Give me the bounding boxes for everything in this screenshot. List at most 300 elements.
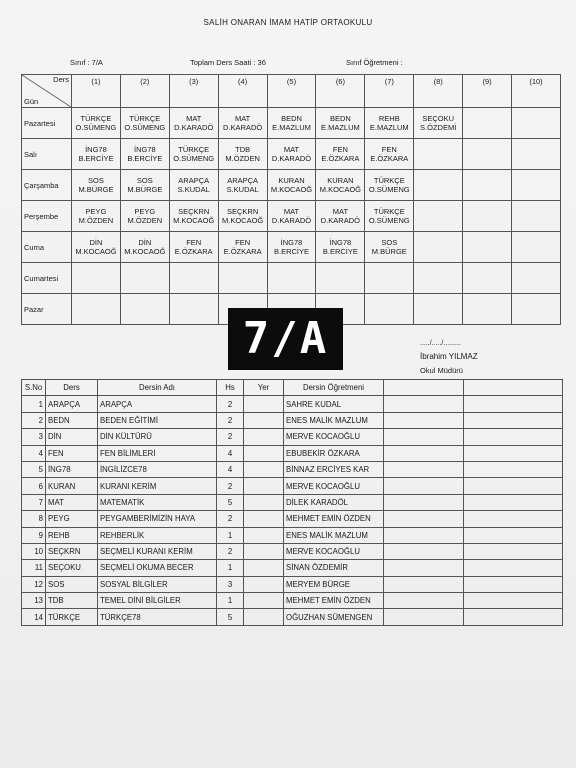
course-place	[244, 560, 284, 576]
period-header: (7)	[365, 75, 414, 108]
day-label: Perşembe	[22, 201, 72, 232]
schedule-row	[22, 170, 561, 201]
course-place	[244, 429, 284, 445]
course-name: ARAPÇA	[98, 396, 217, 412]
teacher-short: E.ÖZKARA	[223, 247, 262, 256]
course-number: 1	[22, 396, 46, 412]
schedule-cell	[365, 294, 414, 325]
course-hours: 2	[217, 396, 244, 412]
lesson-code: REHB	[378, 114, 400, 123]
course-teacher: DİLEK KARADÖL	[284, 494, 384, 510]
table-row	[22, 412, 563, 428]
course-hours: 2	[217, 478, 244, 494]
course-number: 12	[22, 576, 46, 592]
col-header-hs: Hs	[217, 380, 244, 396]
lesson-code: MAT	[332, 207, 349, 216]
schedule-cell	[72, 263, 121, 294]
lesson-code: PEYG	[134, 207, 156, 216]
schedule-cell	[169, 263, 218, 294]
lesson-code: SOS	[88, 176, 104, 185]
course-place	[244, 593, 284, 609]
table-row	[22, 494, 563, 510]
table-row	[22, 461, 563, 477]
empty-cell	[384, 429, 464, 445]
empty-cell	[464, 494, 563, 510]
course-number: 7	[22, 494, 46, 510]
empty-cell	[464, 593, 563, 609]
course-code: BEDN	[46, 412, 98, 428]
teacher-short: E.MAZLUM	[272, 123, 311, 132]
teacher-short: M.KOCAOĞ	[221, 216, 264, 225]
empty-cell	[384, 527, 464, 543]
schedule-cell	[120, 263, 169, 294]
schedule-cell	[72, 294, 121, 325]
course-teacher: ENES MALİK MAZLUM	[284, 527, 384, 543]
schedule-cell	[169, 201, 218, 232]
course-name: REHBERLİK	[98, 527, 217, 543]
course-number: 4	[22, 445, 46, 461]
schedule-row	[22, 232, 561, 263]
course-name: MATEMATİK	[98, 494, 217, 510]
schedule-row	[22, 263, 561, 294]
course-teacher: MEHMET EMİN ÖZDEN	[284, 511, 384, 527]
lesson-code: TÜRKÇE	[129, 114, 161, 123]
period-header: (10)	[512, 75, 561, 108]
course-header-row	[22, 380, 563, 396]
course-teacher: BİNNAZ ERCİYES KAR	[284, 461, 384, 477]
period-header: (6)	[316, 75, 365, 108]
schedule-row	[22, 201, 561, 232]
course-list-table	[21, 379, 563, 626]
period-header: (5)	[267, 75, 316, 108]
empty-cell	[464, 478, 563, 494]
schedule-cell	[72, 108, 121, 139]
schedule-cell	[120, 294, 169, 325]
schedule-cell	[463, 201, 512, 232]
teacher-short: O.SÜMENG	[124, 123, 166, 132]
schedule-cell	[414, 170, 463, 201]
course-code: SEÇOKU	[46, 560, 98, 576]
schedule-cell	[218, 232, 267, 263]
schedule-cell	[218, 108, 267, 139]
course-number: 8	[22, 511, 46, 527]
teacher-short: O.SÜMENG	[368, 216, 410, 225]
course-code: İNG78	[46, 461, 98, 477]
empty-cell	[464, 543, 563, 559]
schedule-cell	[463, 294, 512, 325]
schedule-cell	[512, 170, 561, 201]
schedule-cell	[218, 263, 267, 294]
course-code: MAT	[46, 494, 98, 510]
schedule-cell	[414, 232, 463, 263]
schedule-cell	[414, 201, 463, 232]
course-teacher: EBUBEKİR ÖZKARA	[284, 445, 384, 461]
empty-cell	[464, 396, 563, 412]
schedule-cell	[267, 139, 316, 170]
homeroom-teacher: Sınıf Öğretmeni :	[346, 58, 403, 67]
col-header-ders: Ders	[46, 380, 98, 396]
lesson-code: ARAPÇA	[178, 176, 210, 185]
lesson-code: DİN	[89, 238, 103, 247]
schedule-cell	[267, 232, 316, 263]
schedule-row	[22, 108, 561, 139]
teacher-short: M.BÜRGE	[127, 185, 163, 194]
course-teacher: SİNAN ÖZDEMİR	[284, 560, 384, 576]
lesson-code: FEN	[186, 238, 202, 247]
schedule-cell	[316, 201, 365, 232]
course-hours: 2	[217, 429, 244, 445]
schedule-cell	[218, 201, 267, 232]
lesson-code: ARAPÇA	[227, 176, 259, 185]
lesson-code: KURAN	[278, 176, 305, 185]
course-code: TÜRKÇE	[46, 609, 98, 625]
teacher-short: D.KARADÖ	[271, 154, 312, 163]
course-hours: 2	[217, 543, 244, 559]
lesson-code: TÜRKÇE	[80, 114, 112, 123]
period-header: (3)	[169, 75, 218, 108]
schedule-cell	[169, 139, 218, 170]
col-header-ogretmen: Dersin Öğretmeni	[284, 380, 384, 396]
course-place	[244, 511, 284, 527]
table-row	[22, 543, 563, 559]
table-row	[22, 429, 563, 445]
course-code: DİN	[46, 429, 98, 445]
empty-cell	[464, 609, 563, 625]
schedule-cell	[512, 108, 561, 139]
teacher-short: M.KOCAOĞ	[75, 247, 117, 256]
empty-cell	[384, 412, 464, 428]
course-number: 14	[22, 609, 46, 625]
day-label: Cuma	[22, 232, 72, 263]
lesson-code: KURAN	[327, 176, 354, 185]
schedule-cell	[463, 232, 512, 263]
course-hours: 1	[217, 560, 244, 576]
course-name: PEYGAMBERİMİZİN HAYA	[98, 511, 217, 527]
schedule-cell	[316, 108, 365, 139]
day-label: Salı	[22, 139, 72, 170]
teacher-short: M.KOCAOĞ	[124, 247, 166, 256]
table-row	[22, 609, 563, 625]
course-code: ARAPÇA	[46, 396, 98, 412]
schedule-cell	[169, 232, 218, 263]
schedule-cell	[72, 232, 121, 263]
course-name: FEN BİLİMLERİ	[98, 445, 217, 461]
lesson-code: MAT	[283, 207, 300, 216]
class-info: Sınıf : 7/A	[70, 58, 103, 67]
teacher-short: O.SÜMENG	[173, 154, 215, 163]
col-header-blank	[464, 380, 563, 396]
day-label: Çarşamba	[22, 170, 72, 201]
teacher-short: M.ÖZDEN	[225, 154, 260, 163]
teacher-short: E.MAZLUM	[369, 123, 409, 132]
table-row	[22, 527, 563, 543]
course-name: BEDEN EĞİTİMİ	[98, 412, 217, 428]
schedule-cell	[267, 108, 316, 139]
col-header-yer: Yer	[244, 380, 284, 396]
lesson-code: İNG78	[85, 145, 107, 154]
empty-cell	[384, 576, 464, 592]
lesson-code: MAT	[283, 145, 300, 154]
lesson-code: SEÇKRN	[226, 207, 259, 216]
schedule-cell	[365, 263, 414, 294]
schedule-cell	[72, 170, 121, 201]
course-place	[244, 543, 284, 559]
schedule-cell	[414, 139, 463, 170]
teacher-short: M.ÖZDEN	[127, 216, 163, 225]
teacher-short: M.BÜRGE	[78, 185, 114, 194]
course-name: SEÇMELİ KURANI KERİM	[98, 543, 217, 559]
lesson-code: İNG78	[280, 238, 303, 247]
schedule-cell	[463, 108, 512, 139]
total-hours: Toplam Ders Saati : 36	[190, 58, 266, 67]
schedule-cell	[120, 139, 169, 170]
course-teacher: ENES MALİK MAZLUM	[284, 412, 384, 428]
course-place	[244, 609, 284, 625]
teacher-short: B.ERCİYE	[78, 154, 114, 163]
teacher-short: M.BÜRGE	[371, 247, 407, 256]
course-name: TÜRKÇE78	[98, 609, 217, 625]
course-number: 13	[22, 593, 46, 609]
lesson-code: PEYG	[85, 207, 107, 216]
course-place	[244, 445, 284, 461]
schedule-cell	[463, 170, 512, 201]
schedule-cell	[512, 294, 561, 325]
period-header: (9)	[463, 75, 512, 108]
lesson-code: SOS	[136, 176, 153, 185]
course-teacher: OĞUZHAN SÜMENGEN	[284, 609, 384, 625]
course-place	[244, 494, 284, 510]
lesson-code: MAT	[186, 114, 202, 123]
schedule-cell	[414, 294, 463, 325]
lesson-code: BEDN	[329, 114, 351, 123]
empty-cell	[384, 543, 464, 559]
school-title: SALİH ONARAN İMAM HATİP ORTAOKULU	[203, 18, 373, 27]
table-row	[22, 511, 563, 527]
course-number: 9	[22, 527, 46, 543]
course-code: REHB	[46, 527, 98, 543]
principal-name: İbrahim YILMAZ	[420, 352, 478, 361]
course-number: 5	[22, 461, 46, 477]
schedule-row	[22, 139, 561, 170]
lesson-code: BEDN	[281, 114, 302, 123]
teacher-short: O.SÜMENG	[75, 123, 117, 132]
teacher-short: D.KARADÖ	[174, 123, 214, 132]
day-label: Pazar	[22, 294, 72, 325]
lesson-code: FEN	[235, 238, 251, 247]
course-hours: 4	[217, 461, 244, 477]
day-label: Pazartesi	[22, 108, 72, 139]
teacher-short: M.KOCAOĞ	[270, 185, 313, 194]
teacher-short: B.ERCİYE	[322, 247, 358, 256]
course-number: 3	[22, 429, 46, 445]
lesson-code: İNG78	[329, 238, 352, 247]
empty-cell	[384, 478, 464, 494]
course-teacher: MEHMET EMİN ÖZDEN	[284, 593, 384, 609]
course-code: FEN	[46, 445, 98, 461]
teacher-short: B.ERCİYE	[274, 247, 310, 256]
teacher-short: M.KOCAOĞ	[319, 185, 362, 194]
lesson-code: TDB	[235, 145, 251, 154]
table-row	[22, 478, 563, 494]
teacher-short: D.KARADÖ	[271, 216, 312, 225]
corner-label-ders: Ders	[53, 75, 69, 84]
schedule-cell	[365, 139, 414, 170]
lesson-code: İNG78	[133, 145, 156, 154]
lesson-code: MAT	[234, 114, 251, 123]
day-label: Cumartesi	[22, 263, 72, 294]
col-header-sno: S.No	[22, 380, 46, 396]
principal-title: Okul Müdürü	[420, 366, 463, 375]
course-teacher: MERYEM BÜRGE	[284, 576, 384, 592]
course-code: TDB	[46, 593, 98, 609]
teacher-short: S.KUDAL	[177, 185, 210, 194]
schedule-cell	[267, 170, 316, 201]
lesson-code: SEÇOKU	[422, 114, 455, 123]
lesson-code: TÜRKÇE	[373, 176, 405, 185]
period-header: (4)	[218, 75, 267, 108]
lesson-code: TÜRKÇE	[178, 145, 210, 154]
empty-cell	[464, 576, 563, 592]
schedule-cell	[463, 263, 512, 294]
weekly-schedule-table	[21, 74, 561, 325]
schedule-cell	[365, 108, 414, 139]
course-hours: 2	[217, 511, 244, 527]
schedule-cell	[72, 139, 121, 170]
empty-cell	[384, 560, 464, 576]
schedule-cell	[512, 263, 561, 294]
course-code: SEÇKRN	[46, 543, 98, 559]
schedule-cell	[169, 108, 218, 139]
teacher-short: E.MAZLUM	[321, 123, 360, 132]
teacher-short: E.ÖZKARA	[321, 154, 360, 163]
empty-cell	[464, 461, 563, 477]
course-number: 6	[22, 478, 46, 494]
schedule-cell	[169, 294, 218, 325]
lesson-code: TÜRKÇE	[373, 207, 405, 216]
course-place	[244, 478, 284, 494]
schedule-cell	[512, 139, 561, 170]
corner-label-gun: Gün	[24, 97, 39, 106]
course-teacher: SAHRE KUDAL	[284, 396, 384, 412]
course-name: TEMEL DİNİ BİLGİLER	[98, 593, 217, 609]
schedule-cell	[463, 139, 512, 170]
schedule-cell	[169, 170, 218, 201]
schedule-cell	[72, 201, 121, 232]
course-place	[244, 396, 284, 412]
course-number: 10	[22, 543, 46, 559]
empty-cell	[464, 560, 563, 576]
schedule-cell	[512, 232, 561, 263]
course-hours: 1	[217, 527, 244, 543]
schedule-cell	[316, 232, 365, 263]
empty-cell	[384, 494, 464, 510]
table-row	[22, 593, 563, 609]
schedule-cell	[120, 108, 169, 139]
course-name: SOSYAL BİLGİLER	[98, 576, 217, 592]
table-row	[22, 445, 563, 461]
col-header-ders-adi: Dersin Adı	[98, 380, 217, 396]
table-row	[22, 576, 563, 592]
course-code: PEYG	[46, 511, 98, 527]
teacher-short: B.ERCİYE	[127, 154, 163, 163]
schedule-cell	[365, 232, 414, 263]
signature-date: ...../...../.........	[420, 340, 461, 347]
course-place	[244, 576, 284, 592]
lesson-code: SOS	[381, 238, 398, 247]
course-name: KURANI KERİM	[98, 478, 217, 494]
empty-cell	[384, 461, 464, 477]
course-code: KURAN	[46, 478, 98, 494]
schedule-cell	[512, 201, 561, 232]
period-header: (2)	[120, 75, 169, 108]
teacher-short: D.KARADÖ	[320, 216, 360, 225]
schedule-cell	[316, 139, 365, 170]
empty-cell	[464, 527, 563, 543]
teacher-short: D.KARADÖ	[223, 123, 263, 132]
course-name: SEÇMELİ OKUMA BECER	[98, 560, 217, 576]
course-place	[244, 461, 284, 477]
empty-cell	[464, 412, 563, 428]
course-hours: 1	[217, 593, 244, 609]
course-teacher: MERVE KOCAOĞLU	[284, 478, 384, 494]
table-row	[22, 396, 563, 412]
empty-cell	[464, 429, 563, 445]
teacher-short: M.KOCAOĞ	[173, 216, 215, 225]
empty-cell	[464, 511, 563, 527]
course-teacher: MERVE KOCAOĞLU	[284, 429, 384, 445]
course-place	[244, 412, 284, 428]
schedule-cell	[218, 139, 267, 170]
course-hours: 2	[217, 412, 244, 428]
col-header-blank	[384, 380, 464, 396]
teacher-short: E.ÖZKARA	[370, 154, 409, 163]
course-number: 2	[22, 412, 46, 428]
empty-cell	[384, 445, 464, 461]
schedule-cell	[316, 170, 365, 201]
course-place	[244, 527, 284, 543]
teacher-short: O.SÜMENG	[368, 185, 410, 194]
schedule-cell	[316, 263, 365, 294]
schedule-corner-cell	[22, 75, 72, 108]
empty-cell	[384, 593, 464, 609]
schedule-cell	[120, 201, 169, 232]
lesson-code: FEN	[381, 145, 397, 154]
period-header: (1)	[72, 75, 121, 108]
schedule-cell	[120, 170, 169, 201]
course-hours: 5	[217, 494, 244, 510]
course-code: SOS	[46, 576, 98, 592]
schedule-cell	[365, 201, 414, 232]
course-teacher: MERVE KOCAOĞLU	[284, 543, 384, 559]
lesson-code: FEN	[332, 145, 348, 154]
empty-cell	[464, 445, 563, 461]
teacher-short: S.KUDAL	[226, 185, 259, 194]
schedule-header-row	[22, 75, 561, 108]
course-hours: 3	[217, 576, 244, 592]
course-name: DİN KÜLTÜRÜ	[98, 429, 217, 445]
empty-cell	[384, 511, 464, 527]
teacher-short: S.ÖZDEMİ	[420, 123, 457, 132]
course-hours: 5	[217, 609, 244, 625]
course-hours: 4	[217, 445, 244, 461]
empty-cell	[384, 609, 464, 625]
class-stamp: 7/A	[228, 308, 343, 370]
teacher-short: E.ÖZKARA	[174, 247, 213, 256]
empty-cell	[384, 396, 464, 412]
schedule-cell	[267, 201, 316, 232]
schedule-cell	[414, 263, 463, 294]
schedule-cell	[218, 170, 267, 201]
